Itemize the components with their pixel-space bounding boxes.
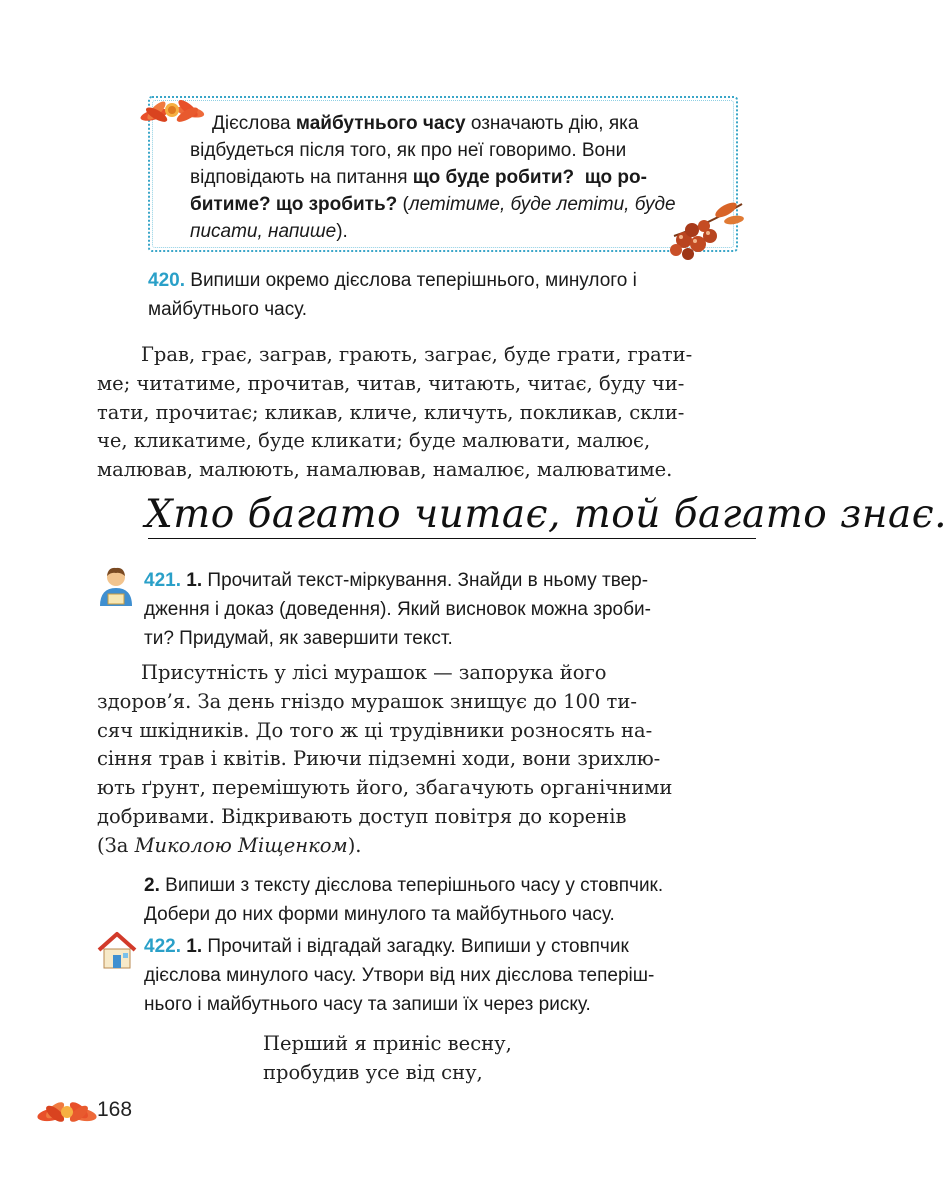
text-line: добривами. Відкривають доступ повітря до коренів xyxy=(97,804,627,828)
task-line: нього і майбутнього часу та запиши їх через риску. xyxy=(144,994,591,1015)
task-line: ти? Придумай, як завершити текст. xyxy=(144,628,453,649)
source-author: Миколою Міщенком xyxy=(134,833,348,857)
rule-text-run: ). xyxy=(336,221,348,242)
text-line xyxy=(97,832,739,861)
proverb: Хто багато читає, той багато знає. xyxy=(145,492,947,537)
task-line xyxy=(148,295,738,324)
proverb-underline xyxy=(148,538,756,539)
text-run: ). xyxy=(347,833,362,857)
exercise-420-task xyxy=(148,266,738,324)
task-line xyxy=(144,871,738,900)
task-text: Випиши окремо дієслова теперішнього, минулого і xyxy=(190,270,637,291)
part-number: 2. xyxy=(144,875,160,896)
rule-text xyxy=(190,110,724,245)
task-line xyxy=(148,266,738,295)
task-text: Прочитай текст-міркування. Знайди в ньому твер- xyxy=(207,570,649,591)
task-line: Добери до них форми минулого та майбутнього часу. xyxy=(144,904,615,925)
text-line: че, кликатиме, буде кликати; буде малювати, малює, xyxy=(97,429,651,453)
rule-text-run xyxy=(574,167,585,188)
text-line: сіння трав і квітів. Риючи підземні ходи, вони зрихлю- xyxy=(97,747,661,771)
task-line: дієслова минулого часу. Утвори від них дієслова теперіш- xyxy=(144,965,655,986)
text-line: ме; читатиме, прочитав, читав, читають, читає, буду чи- xyxy=(97,371,685,395)
exercise-number: 421. xyxy=(144,570,181,591)
text-line xyxy=(97,659,739,688)
rule-line xyxy=(190,110,724,137)
page-number: 168 xyxy=(97,1098,133,1121)
riddle-poem xyxy=(263,1030,663,1088)
pupil-icon xyxy=(96,566,136,606)
task-line xyxy=(144,932,738,961)
rule-text-run: ( xyxy=(397,194,409,215)
task-text: Прочитай і відгадай загадку. Випиши у стовпчик xyxy=(207,936,629,957)
rule-term: майбутнього часу xyxy=(295,113,466,134)
rule-line xyxy=(190,164,724,191)
rule-line xyxy=(190,137,724,164)
rule-line xyxy=(190,218,724,245)
text-line: малював, малюють, намалював, намалює, малюватиме. xyxy=(97,458,673,482)
part-number: 1. xyxy=(186,936,203,957)
text-run: Присутність у лісі мурашок — запорука його xyxy=(141,661,607,684)
rule-question: що буде робити? xyxy=(412,167,575,188)
text-run: (За xyxy=(97,833,135,857)
exercise-421-task xyxy=(144,566,738,653)
task-text: майбутнього часу. xyxy=(148,299,308,320)
poem-line: Перший я приніс весну, xyxy=(263,1032,512,1055)
text-line xyxy=(97,341,739,370)
text-run: Грав, грає, заграв, грають, заграє, буде грати, грати- xyxy=(141,343,693,366)
text-line: сяч шкідників. До того ж ці трудівники розносять на- xyxy=(97,718,653,742)
exercise-422-task xyxy=(144,932,738,1019)
rule-text-run: відбудеться після того, як про неї говоримо. Вони xyxy=(190,140,627,161)
text-line: ють ґрунт, перемішують його, збагачують органічними xyxy=(97,776,673,800)
exercise-420-text xyxy=(97,341,739,485)
part-number: 1. xyxy=(186,570,203,591)
task-line xyxy=(144,566,738,595)
exercise-number: 422. xyxy=(144,936,181,957)
text-line: тати, прочитає; кликав, кличе, кличуть, покликав, скли- xyxy=(97,400,685,424)
rule-question: що ро- xyxy=(584,167,647,188)
rule-text-run: Дієслова xyxy=(212,113,296,134)
rule-example: писати, напише xyxy=(190,221,337,242)
rule-line xyxy=(190,191,724,218)
poem-line: пробудив усе від сну, xyxy=(263,1060,483,1084)
exercise-421-task-2 xyxy=(144,871,738,929)
task-line: дження і доказ (доведення). Який висновок можна зроби- xyxy=(144,599,651,620)
rule-question: битиме? що зробить? xyxy=(190,194,398,215)
rule-text-run: означають дію, яка xyxy=(465,113,639,134)
task-text: Випиши з тексту дієслова теперішнього часу у стовпчик. xyxy=(165,875,664,896)
page-flower-icon xyxy=(36,1092,98,1132)
house-icon xyxy=(96,930,138,970)
exercise-421-text xyxy=(97,659,739,861)
rule-example: летітиме, буде летіти, буде xyxy=(408,194,676,215)
rule-text-run: відповідають на питання xyxy=(190,167,413,188)
text-line: здоров’я. За день гніздо мурашок знищує до 100 ти- xyxy=(97,689,637,713)
exercise-number: 420. xyxy=(148,270,185,291)
